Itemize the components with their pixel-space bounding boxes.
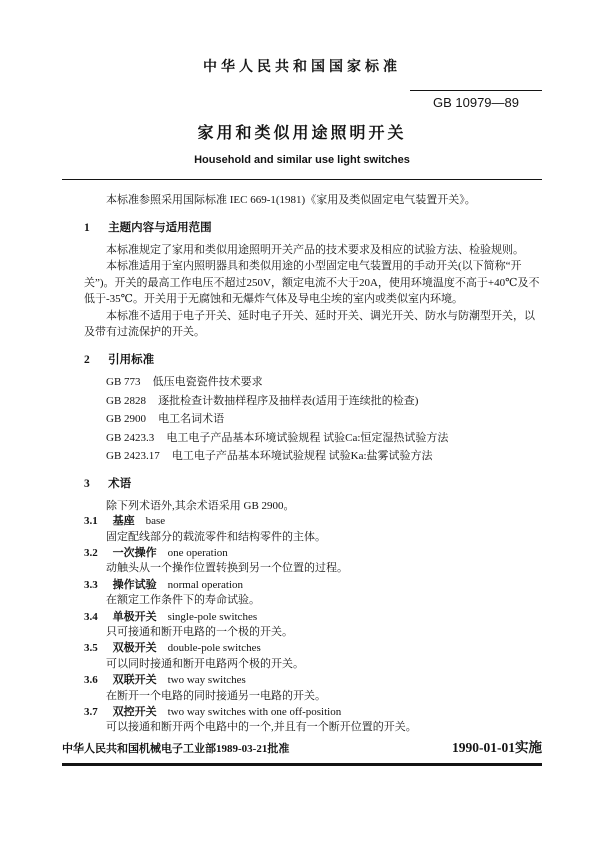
term-line <box>84 610 542 625</box>
standard-number-block <box>410 90 542 110</box>
reference-item <box>106 393 542 410</box>
section-1-paragraph-1: 本标准规定了家用和类似用途照明开关产品的技术要求及相应的试验方法、检验规则。 <box>106 243 524 256</box>
term-3-5 <box>84 641 542 672</box>
section-2-title: 引用标准 <box>108 353 155 366</box>
term-zh: 双极开关 <box>112 642 157 655</box>
reference-item <box>106 430 542 447</box>
standard-label: 中华人民共和国国家标准 <box>203 60 401 75</box>
term-en: normal operation <box>167 578 244 591</box>
intro-paragraph: 本标准参照采用国际标准 IEC 669-1(1981)《家用及类似固定电气装置开关》。 <box>106 194 476 206</box>
term-3-1 <box>84 514 542 545</box>
document-title-zh: 家用和类似用途照明开关 <box>197 125 407 142</box>
term-zh: 双联开关 <box>112 674 157 687</box>
term-en: double-pole switches <box>167 642 261 655</box>
reference-item <box>106 411 542 428</box>
term-zh: 一次操作 <box>112 547 157 560</box>
term-line <box>84 705 542 720</box>
term-definition: 固定配线部分的载流零件和结构零件的主体。 <box>106 530 326 543</box>
standard-number: GB 10979—89 <box>432 95 519 110</box>
document-body <box>84 192 542 736</box>
term-en: base <box>145 515 166 528</box>
section-3-intro: 除下列术语外,其余术语采用 GB 2900。 <box>106 499 295 512</box>
term-number: 3.5 <box>84 642 98 655</box>
term-number: 3.4 <box>84 610 98 623</box>
term-definition: 在额定工作条件下的寿命试验。 <box>106 594 260 607</box>
term-en: two way switches <box>167 674 246 687</box>
term-line <box>84 514 542 529</box>
reference-title: 逐批检查计数抽样程序及抽样表(适用于连续批的检查) <box>158 394 419 407</box>
term-number: 3.6 <box>84 674 98 687</box>
document-header <box>62 56 542 180</box>
section-1-number: 1 <box>84 221 90 234</box>
reference-code: GB 2423.17 <box>106 450 160 462</box>
term-definition: 在断开一个电路的同时接通另一电路的开关。 <box>106 689 326 702</box>
term-en: two way switches with one off-position <box>167 705 342 718</box>
term-3-7 <box>84 705 542 736</box>
reference-item <box>106 448 542 465</box>
reference-code: GB 773 <box>106 376 141 388</box>
section-1-title: 主题内容与适用范围 <box>108 221 212 234</box>
term-definition: 只可接通和断开电路的一个极的开关。 <box>106 625 293 638</box>
section-3-title: 术语 <box>108 477 132 490</box>
term-definition: 可以同时接通和断开电路两个极的开关。 <box>106 657 304 670</box>
section-2-heading <box>84 352 542 369</box>
term-line <box>84 578 542 593</box>
term-number: 3.7 <box>84 705 98 718</box>
section-1-heading <box>84 220 542 237</box>
document-title-en: Household and similar use light switches <box>194 154 410 166</box>
section-3-heading <box>84 476 542 493</box>
term-en: one operation <box>167 547 228 560</box>
term-zh: 操作试验 <box>112 578 157 591</box>
term-3-2 <box>84 546 542 577</box>
reference-title: 电工电子产品基本环境试验规程 试验Ka:盐雾试验方法 <box>171 450 433 462</box>
term-3-6 <box>84 673 542 704</box>
term-3-3 <box>84 578 542 609</box>
header-divider <box>62 179 542 180</box>
term-en: single-pole switches <box>167 610 258 623</box>
reference-title: 电工电子产品基本环境试验规程 试验Ca:恒定湿热试验方法 <box>166 431 449 444</box>
term-number: 3.2 <box>84 547 98 560</box>
reference-title: 低压电瓷瓷件技术要求 <box>152 376 263 388</box>
reference-code: GB 2423.3 <box>106 431 155 444</box>
reference-item <box>106 374 542 391</box>
term-line <box>84 546 542 561</box>
reference-code: GB 2828 <box>106 394 147 407</box>
implementation-date: 1990-01-01实施 <box>452 740 542 755</box>
term-zh: 双控开关 <box>112 705 157 718</box>
section-1-paragraph-2: 本标准适用于室内照明器具和类似用途的小型固定电气装置用的手动开关(以下简称“开关”)。开关的最高工作电压不超过250V，额定电流不大于20A，使用环境温度不高于+40℃及不低于-35℃。开关用于无腐蚀和无爆炸气体及导电尘埃的室内或类似室内环境。 <box>84 260 540 306</box>
section-2-number: 2 <box>84 353 90 366</box>
term-definition: 可以接通和断开两个电路中的一个,并且有一个断开位置的开关。 <box>106 721 417 734</box>
reference-list <box>106 374 542 465</box>
reference-title: 电工名词术语 <box>158 413 225 425</box>
reference-code: GB 2900 <box>106 413 147 425</box>
term-zh: 基座 <box>112 515 135 528</box>
section-1-paragraph-3: 本标准不适用于电子开关、延时电子开关、延时开关、调光开关、防水与防潮型开关，以及带有过流保护的开关。 <box>84 309 535 339</box>
document-footer <box>62 736 542 766</box>
term-line <box>84 673 542 688</box>
term-number: 3.3 <box>84 578 98 591</box>
term-line <box>84 641 542 656</box>
approval-text: 中华人民共和国机械电子工业部1989-03-21批准 <box>62 743 290 755</box>
term-zh: 单极开关 <box>112 610 157 623</box>
term-definition: 动触头从一个操作位置转换到另一个位置的过程。 <box>106 562 348 575</box>
section-3-number: 3 <box>84 477 90 490</box>
term-3-4 <box>84 610 542 641</box>
term-number: 3.1 <box>84 515 98 528</box>
